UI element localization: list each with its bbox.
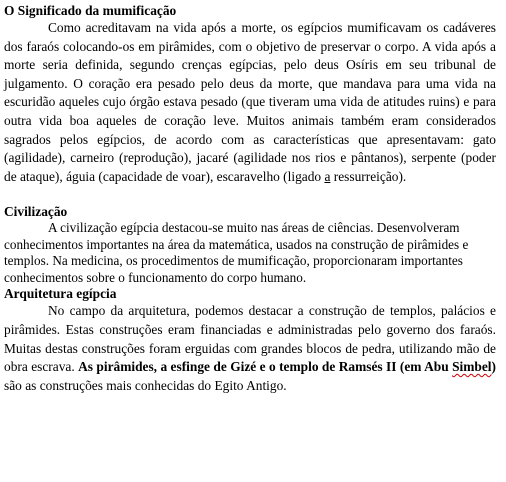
bold-text-a: As pirâmides, a esfinge de Gizé e o templo de Ramsés II (em Abu [78,359,453,375]
spellcheck-word[interactable]: Simbel [452,359,492,375]
paragraph-arquitetura-end: são as construções mais conhecidas do Egito Antigo. [4,377,287,393]
document-body [4,3,496,395]
section-title-civilizacao: Civilização [4,204,68,220]
paragraph-mumificacao-text: Como acreditavam na vida após a morte, os egípcios mumificavam os cadáveres dos faraós colocando-os em pirâmides, com o objetivo de preservar o corpo. A vida após a morte seria definida, segundo crenças egípcias, pelo deus Osíris em seu tribunal de julgamento. O coração era pesado pelo deus da morte, que mandava para uma vida na escuridão aqueles cujo órgão estava pesado (que tiveram uma vida de atitudes ruins) e para outra vida boa aqueles de coração leve. Muitos animais também eram considerados sagrados pelos egípcios, de acordo com as características que apresentavam: gato (agilidade), carneiro (reprodução), jacaré (agilidade nos rios e pântanos), serpente (poder de ataque), águia (capacidade de voar), escaravelho (ligado [4,20,496,184]
bold-text-b: ) [491,359,496,375]
section-title-mumificacao: O Significado da mumificação [4,3,177,18]
paragraph-arquitetura-text: No campo da arquitetura, podemos destacar a construção de templos, palácios e pirâmides. Estas construções eram financiadas e administradas pelo governo dos faraós. Muitas destas construções foram erguidas com grandes blocos de pedra, utilizando mão de obra escrava. [4,303,496,375]
blank-line [4,186,496,204]
paragraph-mumificacao [4,19,496,186]
section-title-arquitetura: Arquitetura egípcia [4,286,117,302]
paragraph-mumificacao-end: ressurreição). [330,168,407,184]
paragraph-arquitetura [4,302,496,395]
paragraph-civilizacao: A civilização egípcia destacou-se muito nas áreas de ciências. Desenvolveram conhecimentos importantes na área da matemática, usados na construção de pirâmides e templos. Na medicina, os procedimentos de mumificação, proporcionaram importantes conhecimentos sobre o funcionamento do corpo humano. [4,220,469,285]
underlined-word: a [324,168,331,184]
